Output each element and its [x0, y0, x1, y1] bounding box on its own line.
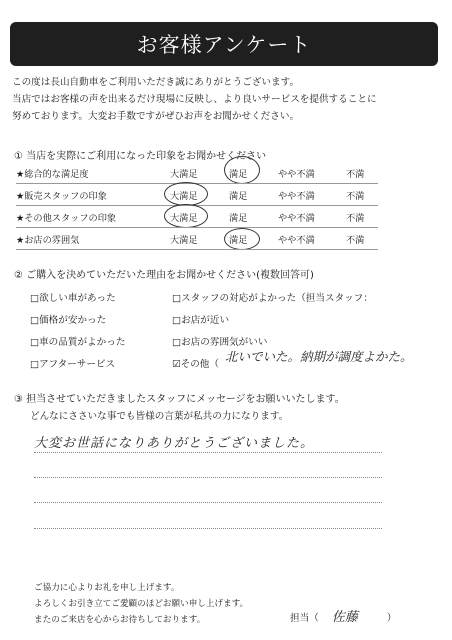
page-title: お客様アンケート [10, 22, 438, 66]
selection-circle [224, 228, 260, 250]
option-dissatisfied[interactable]: 不満 [346, 191, 365, 202]
option-very-satisfied[interactable]: 大満足 [170, 213, 198, 224]
rating-row-other-staff [16, 206, 378, 228]
staff-close: ） [386, 613, 397, 624]
option-dissatisfied[interactable]: 不満 [346, 213, 365, 224]
rating-row-overall [16, 162, 378, 184]
rating-label: ★お店の雰囲気 [16, 235, 80, 246]
option-very-satisfied[interactable]: 大満足 [170, 191, 198, 202]
footer-message [34, 580, 248, 628]
message-line [34, 452, 382, 453]
option-slightly-dissatisfied[interactable]: やや不満 [278, 235, 315, 246]
checkbox-after-service[interactable]: □アフターサービス [30, 359, 116, 370]
option-slightly-dissatisfied[interactable]: やや不満 [278, 191, 315, 202]
option-dissatisfied[interactable]: 不満 [346, 169, 365, 180]
message-line [34, 528, 382, 529]
rating-label: ★販売スタッフの印象 [16, 191, 107, 202]
intro-line: 努めております。大変お手数ですがぜひお声をお聞かせください。 [12, 111, 300, 122]
q3-heading: ③ 担当させていただきましたスタッフにメッセージをお願いいたします。 [14, 394, 345, 405]
staff-field [290, 606, 397, 625]
selection-circle [224, 156, 260, 184]
option-satisfied[interactable]: 満足 [229, 169, 248, 180]
message-line [34, 502, 382, 503]
option-satisfied[interactable]: 満足 [229, 191, 248, 202]
rating-label: ★総合的な満足度 [16, 169, 89, 180]
rating-row-sales-staff [16, 184, 378, 206]
q3-subtext: どんなにささいな事でも皆様の言葉が私共の力になります。 [30, 411, 289, 422]
intro-line: 当店ではお客様の声を出来るだけ現場に反映し、より良いサービスを提供することに [12, 94, 377, 105]
checkbox-cheap-price[interactable]: □価格が安かった [30, 315, 107, 326]
option-very-satisfied[interactable]: 大満足 [170, 235, 198, 246]
checkbox-wanted-car[interactable]: □欲しい車があった [30, 293, 116, 304]
staff-message-handwritten[interactable]: 大変お世話になりありがとうございました。 [34, 436, 315, 451]
q2-heading: ② ご購入を決めていただいた理由をお聞かせください(複数回答可) [14, 270, 314, 281]
checkbox-other[interactable]: ☑その他（ [172, 359, 219, 370]
option-slightly-dissatisfied[interactable]: やや不満 [278, 169, 315, 180]
option-slightly-dissatisfied[interactable]: やや不満 [278, 213, 315, 224]
option-satisfied[interactable]: 満足 [229, 235, 248, 246]
selection-circle [164, 182, 208, 206]
staff-name-handwritten[interactable]: 佐藤 [331, 610, 358, 625]
intro-line: この度は長山自動車をご利用いただき誠にありがとうございます。 [12, 77, 300, 88]
checkbox-staff-response[interactable]: □スタッフの対応がよかった（担当スタッフ： [172, 293, 373, 304]
rating-row-atmosphere [16, 228, 378, 250]
staff-label: 担当（ [290, 613, 319, 624]
option-very-satisfied[interactable]: 大満足 [170, 169, 198, 180]
footer-line: よろしくお引き立てご愛顧のほどお願い申し上げます。 [34, 599, 249, 609]
intro-text [12, 74, 444, 125]
other-reason-handwritten[interactable]: 北いでいた。納期が調度よかた。 [225, 349, 413, 364]
selection-circle [164, 204, 208, 228]
message-line [34, 477, 382, 478]
option-dissatisfied[interactable]: 不満 [346, 235, 365, 246]
checkbox-store-near[interactable]: □お店が近い [172, 315, 230, 326]
footer-line: ご協力に心よりお礼を申し上げます。 [34, 583, 180, 593]
footer-line: またのご来店を心からお待ちしております。 [34, 615, 206, 625]
rating-label: ★その他スタッフの印象 [16, 213, 117, 224]
checkbox-car-quality[interactable]: □車の品質がよかった [30, 337, 126, 348]
option-satisfied[interactable]: 満足 [229, 213, 248, 224]
q1-heading: ① 当店を実際にご利用になった印象をお聞かせください [14, 151, 267, 162]
checkbox-store-atmosphere[interactable]: □お店の雰囲気がいい [172, 337, 268, 348]
row-divider [16, 249, 378, 250]
